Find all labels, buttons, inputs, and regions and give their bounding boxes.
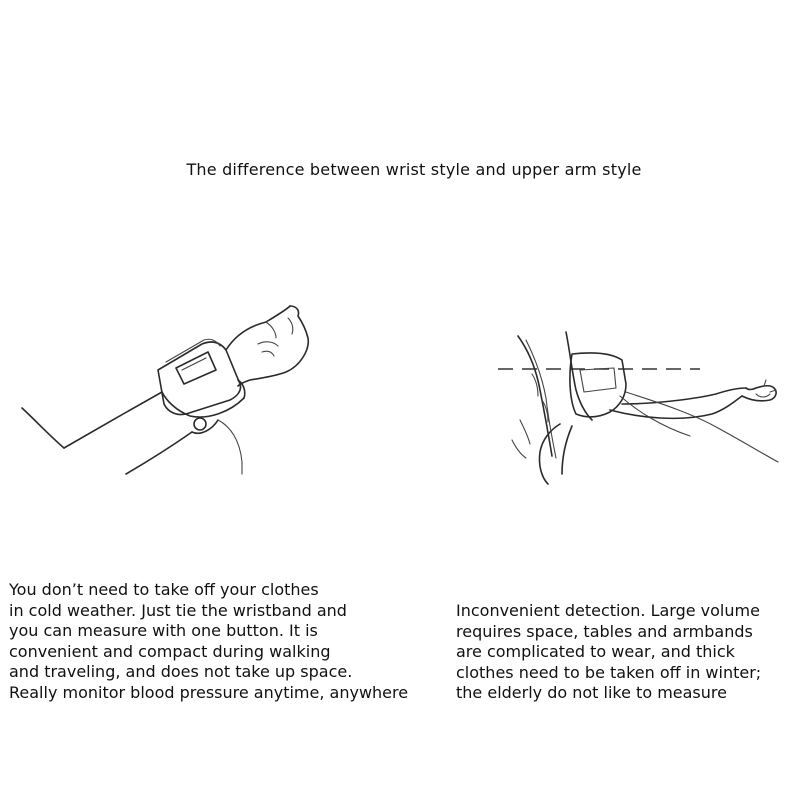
- page-title: The difference between wrist style and upper arm style: [186, 160, 642, 179]
- description-line: Really monitor blood pressure anytime, anywhere: [9, 682, 409, 702]
- description-line: the elderly do not like to measure: [456, 683, 727, 702]
- description-line: clothes need to be taken off in winter;: [456, 662, 762, 682]
- description-line: in cold weather. Just tie the wristband and: [9, 600, 347, 620]
- upper-arm-style-description: [456, 601, 761, 704]
- wrist-style-description: [9, 580, 408, 703]
- description-line: convenient and compact during walking: [9, 641, 331, 661]
- description-line: you can measure with one button. It is: [9, 621, 318, 640]
- description-line: and traveling, and does not take up space.: [9, 662, 353, 681]
- description-line: Inconvenient detection. Large volume: [456, 601, 760, 620]
- description-line: are complicated to wear, and thick: [456, 642, 735, 661]
- description-line: You don’t need to take off your clothes: [9, 580, 319, 599]
- description-line: requires space, tables and armbands: [456, 621, 753, 641]
